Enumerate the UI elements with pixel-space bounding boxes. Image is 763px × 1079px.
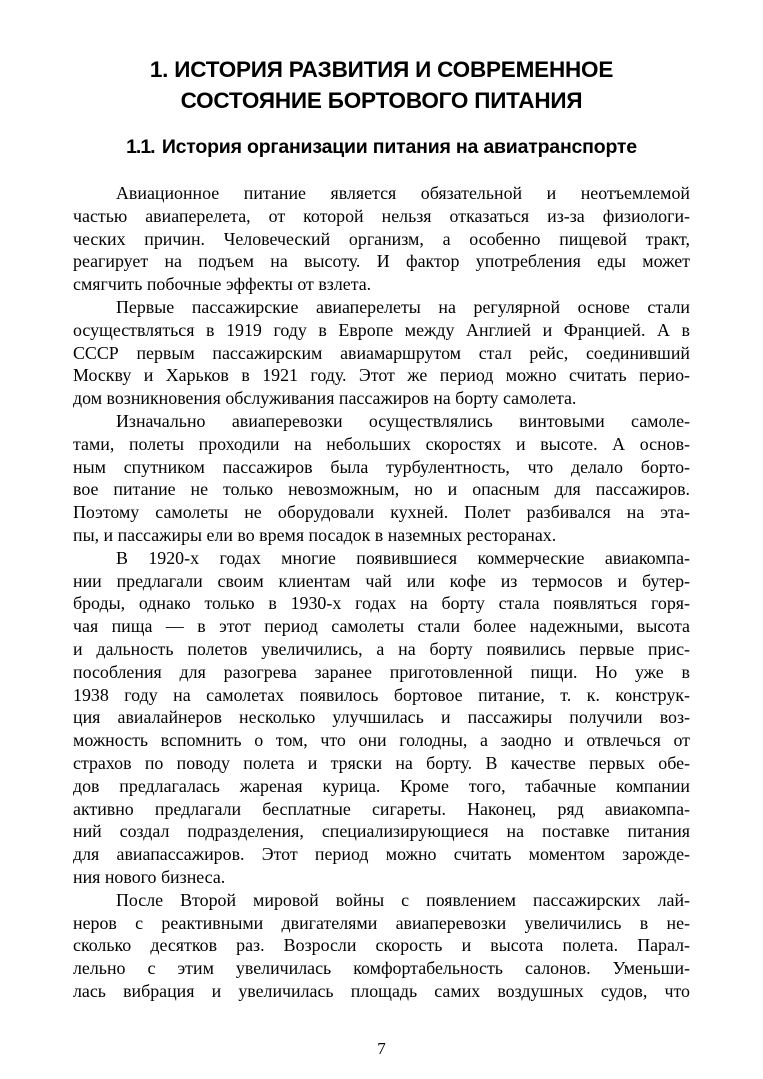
text-line: Поэтому самолеты не оборудовали кухней. Полет разбивался на эта- [73,502,690,523]
text-line: нии предлагали своим клиентам чай или кофе из термосов и бутер- [73,570,690,591]
text-line: Изначально авиаперевозки осуществлялись винтовыми самоле- [116,410,690,431]
text-line: пы, и пассажиры ели во время посадок в наземных ресторанах. [73,524,557,545]
text-line: пособления для разогрева заранее приготовленной пищи. Но уже в [73,661,690,682]
text-line: В 1920-х годах многие появившиеся коммерческие авиакомпа- [116,547,690,568]
text-line: Авиационное питание является обязательной и неотъемлемой [116,183,690,203]
text-line: дов предлагалась жареная курица. Кроме того, табачные компании [73,775,690,796]
paragraph [73,296,690,410]
text-line: для авиапассажиров. Этот период можно считать моментом зарожде- [73,844,690,865]
text-line: активно предлагали бесплатные сигареты. Наконец, ряд авиакомпа- [73,798,690,819]
text-line: ным спутником пассажиров была турбулентность, что делало борто- [73,456,690,477]
body-text [73,182,690,1003]
text-line: броды, однако только в 1930-х годах на борту стала появляться горя- [73,593,690,614]
text-line: тами, полеты проходили на небольших скоростях и высоте. А основ- [73,433,690,454]
text-line: вое питание не только невозможным, но и опасным для пассажиров. [73,479,690,500]
paragraph [73,889,690,1003]
text-line: чая пища — в этот период самолеты стали более надежными, высота [73,616,690,637]
paragraph [73,547,690,889]
text-line: дом возникновения обслуживания пассажиров на борту самолета. [73,388,577,409]
text-line: неров с реактивными двигателями авиаперевозки увеличились в не- [73,912,690,933]
text-line: ний создал подразделения, специализирующиеся на поставке питания [73,821,690,842]
page [73,54,690,1003]
text-line: 1938 году на самолетах появилось бортовое питание, т. к. конструк- [73,684,690,705]
text-line: лась вибрация и увеличилась площадь самих воздушных судов, что [73,980,690,1001]
text-line: После Второй мировой войны с появлением пассажирских лай- [116,889,690,910]
text-line: сколько десятков раз. Возросли скорость и высота полета. Парал- [73,935,690,956]
section-title-text: История организации питания на авиатранспорте [161,136,637,158]
text-line: смягчить побочные эффекты от взлета. [73,274,372,295]
chapter-title-line: 1. ИСТОРИЯ РАЗВИТИЯ И СОВРЕМЕННОЕ [149,57,614,82]
paragraph [73,410,690,547]
text-line: ческих причин. Человеческий организм, а особенно пищевой тракт, [73,228,690,249]
text-line: и дальность полетов увеличились, а на борту появились первые прис- [73,638,690,659]
text-line: лельно с этим увеличилась комфортабельность салонов. Уменьши- [73,958,690,979]
text-line: Первые пассажирские авиаперелеты на регулярной основе стали [116,296,690,317]
text-line: осуществляться в 1919 году в Европе между Англией и Францией. А в [73,319,690,340]
section-number: 1.1. [126,136,155,158]
text-line: частью авиаперелета, от которой нельзя отказаться из-за физиологи- [73,205,690,226]
text-line: СССР первым пассажирским авиамаршрутом стал рейс, соединивший [73,342,690,363]
text-line: реагирует на подъем на высоту. И фактор употребления еды может [73,251,690,272]
text-line: можность вспомнить о том, что они голодны, а заодно и отвлечься от [73,730,690,751]
text-line: ния нового бизнеса. [73,866,226,887]
page-number: 7 [377,1039,386,1058]
text-line: страхов по поводу полета и тряски на борту. В качестве первых обе- [73,752,690,773]
paragraph [73,182,690,296]
chapter-title-line: СОСТОЯНИЕ БОРТОВОГО ПИТАНИЯ [180,88,583,113]
section-title [73,135,690,159]
text-line: Москву и Харьков в 1921 году. Этот же период можно считать перио- [73,365,690,386]
chapter-title [73,54,690,116]
text-line: ция авиалайнеров несколько улучшилась и пассажиры получили воз- [73,707,690,728]
